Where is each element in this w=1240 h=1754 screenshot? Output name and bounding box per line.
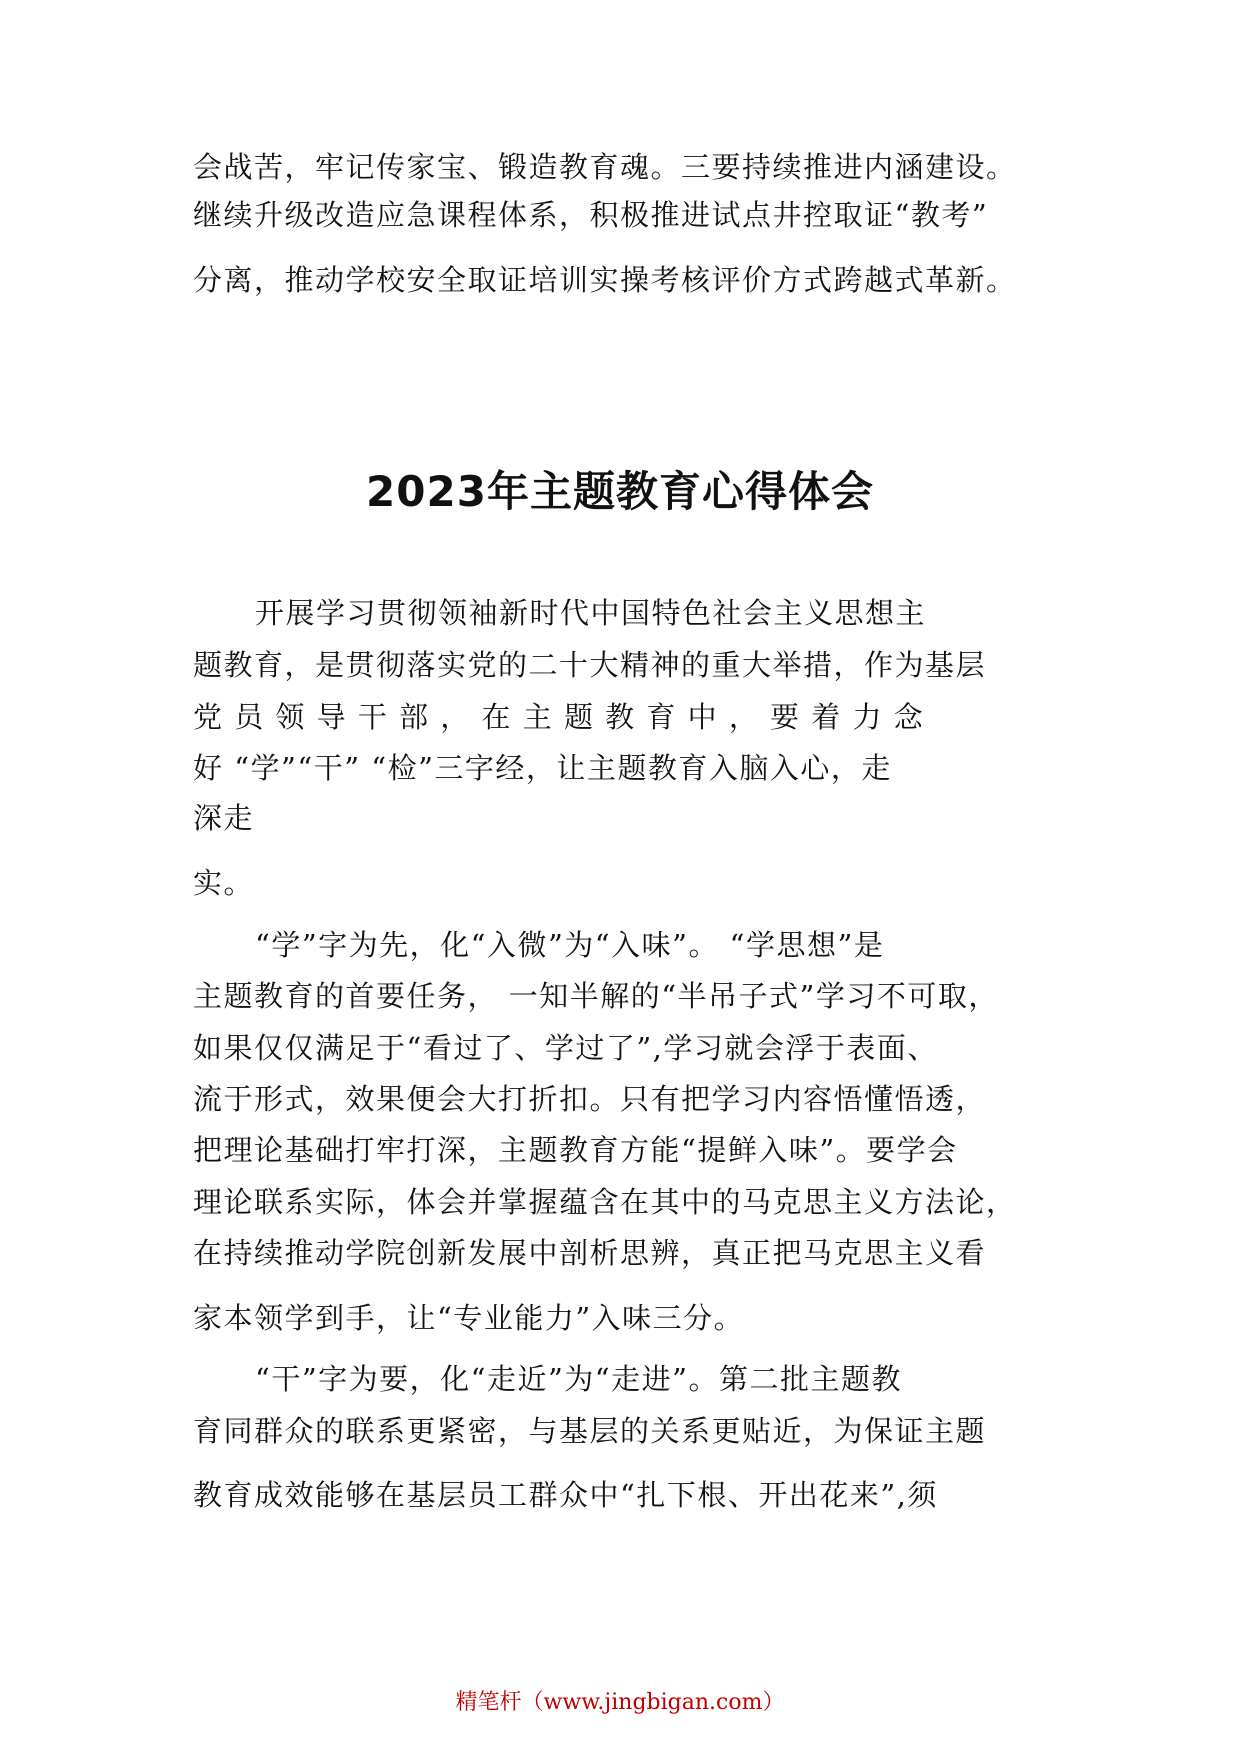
text-line: 理论联系实际，体会并掌握蕴含在其中的马克思主义方法论， [193, 1185, 1017, 1219]
text-line: 教育成效能够在基层员工群众中“扎下根、开出花来”,须 [193, 1478, 938, 1512]
text-line: 在持续推动学院创新发展中剖析思辨，真正把马克思主义看 [193, 1236, 987, 1270]
text-line: “学”字为先，化“入微”为“入味”。 “学思想”是 [255, 928, 885, 962]
text-line: 主题教育的首要任务， 一知半解的“半吊子式”学习不可取， [193, 979, 999, 1013]
text-line: 实。 [193, 866, 255, 900]
text-line: 党 员 领 导 干 部 ， 在 主 题 教 育 中 ， 要 着 力 念 [193, 700, 925, 734]
text-line: 把理论基础打牢打深，主题教育方能“提鲜入味”。要学会 [193, 1133, 958, 1167]
text-line: 好 “学”“干” “检”三字经，让主题教育入脑入心，走 [193, 751, 892, 785]
text-line: 分离，推动学校安全取证培训实操考核评价方式跨越式革新。 [193, 263, 1017, 297]
text-line: 如果仅仅满足于“看过了、学过了”,学习就会浮于表面、 [193, 1031, 938, 1065]
text-line: 继续升级改造应急课程体系，积极推进试点井控取证“教考” [193, 198, 989, 232]
footer-watermark-link[interactable]: 精笔杆（www.jingbigan.com） [455, 1690, 785, 1715]
text-line: 家本领学到手，让“专业能力”入味三分。 [193, 1301, 745, 1335]
text-line: 流于形式，效果便会大打折扣。只有把学习内容悟懂悟透， [193, 1082, 987, 1116]
text-line: 会战苦，牢记传家宝、锻造教育魂。三要持续推进内涵建设。 [193, 150, 1017, 184]
text-line: 题教育，是贯彻落实党的二十大精神的重大举措，作为基层 [193, 648, 987, 682]
text-line: 育同群众的联系更紧密，与基层的关系更贴近，为保证主题 [193, 1414, 987, 1448]
text-line: “干”字为要，化“走近”为“走进”。第二批主题教 [255, 1362, 902, 1396]
text-line: 开展学习贯彻领袖新时代中国特色社会主义思想主 [255, 596, 927, 630]
text-line: 深走 [193, 801, 255, 835]
document-title: 2023年主题教育心得体会 [366, 467, 874, 516]
